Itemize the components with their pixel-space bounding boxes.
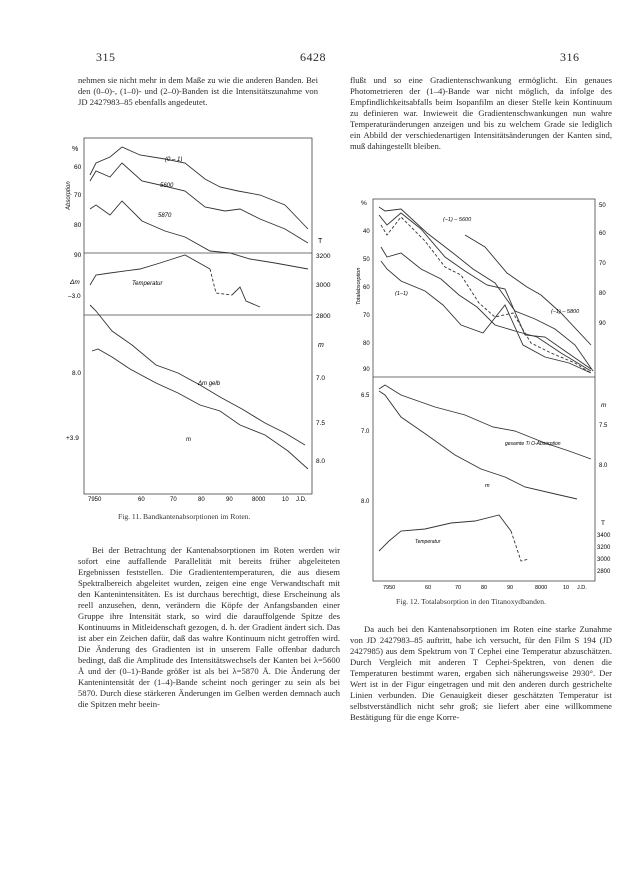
fig12-left-tick-60: 60 [363, 285, 370, 291]
fig12-right-m-8: 8.0 [599, 463, 608, 469]
fig11-x-10: 10 [282, 497, 289, 503]
fig12-curve-dashed [381, 217, 591, 373]
fig12-curve-e [465, 235, 591, 345]
fig12-left-tick-50: 50 [363, 257, 370, 263]
fig12-label-5: m [485, 483, 490, 489]
fig12-x-10: 10 [563, 585, 570, 591]
fig11-curve-5870 [90, 201, 308, 269]
fig12-curve-temp [379, 515, 511, 551]
left-bottom-paragraph: Bei der Betrachtung der Kantenabsorptionen im Roten werden wir sofort eine auffallende Parallelität mit bereits früher abgeleiteten Ergebnissen feststellen. Die Gradiententemperaturen, die aus diesem Spektralbereich abgeleitet wurden, zeigen eine enge Verwandtschaft mit den Kantenintensitäten. Es ist durchaus berechtigt, diese Erscheinung als reell anzusehen, denn, verändern die Köpfe der Anfangsbanden einer Gruppe ihre Intensität stark, so wird die darauffolgende Spitze des Kontinuums in Mitleidenschaft gezogen, d. h. der Gradient ändert sich. Das ist aber ein Zeichen dafür, daß das wahre Kontinuum nicht getroffen wird. Die Änderung des Gradienten ist in unserem Falle offenbar dadurch bedingt, daß die Amplitude des Intensitätswechsels der Kanten bei λ=5600 Å und der (0–1)-Bande größer ist als bei λ=5870 Å. Die Änderung der Kantenintensität der (1–4)-Bande scheint noch geringer zu sein als bei 5870. Durch diese stärkeren Änderungen im Gelben werden demnach auch die Spitzen mehr beein- [78, 545, 340, 709]
fig11-curve-temp-dashed [210, 269, 232, 295]
fig11-frame [84, 138, 312, 494]
fig12-x-60: 60 [425, 585, 432, 591]
fig11-curve-temp-tail [232, 287, 260, 307]
fig11-x-90: 90 [226, 497, 233, 503]
fig12-left-tick-65: 6.5 [361, 393, 370, 399]
right-column-top-text [350, 75, 612, 152]
fig11-label-temp: Temperatur [132, 281, 163, 287]
fig12-right-tick-90: 90 [599, 321, 606, 327]
fig11-curve-0-1 [90, 147, 308, 229]
fig11-left-tick-8: 8.0 [72, 370, 82, 377]
fig12-right-tick-50: 50 [599, 203, 606, 209]
fig11-curve-5600 [90, 163, 308, 243]
fig12-left-tick-90: 90 [363, 367, 370, 373]
fig11-curve-delta-m [92, 349, 308, 469]
fig11-unit-percent: % [72, 146, 79, 153]
fig11-label-delta-m: Δm gelb [198, 381, 221, 387]
fig12-right-tick-60: 60 [599, 231, 606, 237]
fig12-unit-percent: % [361, 200, 367, 207]
fig12-x-8000: 8000 [535, 585, 548, 591]
fig12-x-7950: 7950 [383, 585, 396, 591]
fig12-right-tick-70: 70 [599, 261, 606, 267]
fig11-unit-m: m [318, 342, 324, 349]
fig11-curve-m [90, 305, 305, 445]
fig12-x-jd: J.D. [577, 585, 587, 591]
fig11-right-m-7: 7.0 [316, 375, 326, 382]
fig11-x-60: 60 [138, 497, 145, 503]
fig12-x-80: 80 [481, 585, 488, 591]
fig11-right-m-75: 7.5 [316, 420, 326, 427]
figure-11-caption: Fig. 11. Bandkantenabsorptionen im Roten. [118, 512, 251, 521]
fig12-right-tick-80: 80 [599, 291, 606, 297]
fig12-left-tick-70: 70 [363, 313, 370, 319]
fig12-curve-total [379, 385, 591, 459]
fig11-label-5600: 5600 [160, 183, 174, 189]
fig11-label-0-1: (0 – 1) [165, 157, 183, 163]
fig11-right-m-8: 8.0 [316, 458, 326, 465]
fig12-label-1: (–1) – 5600 [443, 217, 472, 223]
fig11-axis-title: Absorption [66, 181, 72, 210]
left-column-bottom-text [78, 545, 340, 710]
fig12-label-2: (1–1) [395, 291, 408, 297]
right-top-paragraph: flußt und so eine Gradientenschwankung ermöglicht. Ein genaues Photometrieren der (1–4)-Bande war nicht möglich, da infolge des Empfindlichkeitsabfalls beim Isopanfilm an dieser Stelle kein Kontinuum zu definieren war. Inwieweit die Gradientenschwankungen nun wahre Temperaturänderungen anzeigen und bis zu welchem Grade sie lediglich ein Abbild der verschiedenartigen Intensitätsänderungen der Kanten sind, muß dahingestellt bleiben. [350, 75, 612, 151]
fig11-left-tick-80: 80 [74, 222, 82, 229]
fig11-delta-m-label: Δm [70, 279, 80, 286]
fig12-x-70: 70 [455, 585, 462, 591]
fig12-curve-temp-dashed [511, 531, 529, 561]
fig12-left-tick-7: 7.0 [361, 429, 370, 435]
fig12-right-T-3400: 3400 [597, 533, 611, 539]
fig12-right-T-3200: 3200 [597, 545, 611, 551]
fig11-delta-m-tick: –3.0 [68, 293, 81, 300]
fig11-x-7950: 7950 [88, 497, 102, 503]
fig12-axis-title: Totalabsorption [356, 267, 362, 305]
fig12-left-tick-8: 8.0 [361, 499, 370, 505]
fig11-right-T-3200: 3200 [316, 253, 331, 260]
left-top-paragraph: nehmen sie nicht mehr in dem Maße zu wie die anderen Banden. Bei den (0–0)-, (1–0)- und (2–0)-Banden ist die Intensitätszunahme von JD 2427983–85 ebenfalls angedeutet. [78, 75, 318, 107]
fig11-right-T-3000: 3000 [316, 282, 331, 289]
fig11-label-5870: 5870 [158, 213, 172, 219]
fig12-label-4: gesamte Ti O-Absorption [505, 441, 561, 447]
fig12-curve-a [379, 207, 593, 371]
fig11-x-jd: J.D. [296, 497, 307, 503]
center-number: 6428 [300, 50, 326, 64]
fig11-x-70: 70 [170, 497, 177, 503]
figure-11-chart [60, 135, 345, 505]
fig11-left-tick-39: +3.9 [66, 435, 79, 442]
fig12-right-T-2800: 2800 [597, 569, 611, 575]
fig12-left-tick-40: 40 [363, 229, 370, 235]
left-column-top-text [78, 75, 318, 108]
fig11-left-tick-90: 90 [74, 252, 82, 259]
fig11-x-8000: 8000 [252, 497, 266, 503]
fig12-x-90: 90 [507, 585, 514, 591]
right-column-bottom-text [350, 624, 612, 723]
fig11-left-tick-70: 70 [74, 192, 82, 199]
fig12-left-tick-80: 80 [363, 341, 370, 347]
figure-12-caption: Fig. 12. Totalabsorption in den Titanoxydbanden. [396, 597, 546, 606]
fig11-x-80: 80 [198, 497, 205, 503]
fig12-frame [373, 199, 595, 581]
left-page-number: 315 [96, 50, 116, 64]
fig12-right-T-3000: 3000 [597, 557, 611, 563]
right-bottom-paragraph: Da auch bei den Kantenabsorptionen im Roten eine starke Zunahme von JD 2427983–85 auftritt, habe ich versucht, für den Film S 194 (JD 2427985) aus dem Spektrum von T Cephei eine Temperatur abzuschätzen. Durch Vergleich mit anderen T Cephei-Spektren, von denen die Temperaturen bestimmt waren, ergaben sich näherungsweise 2930°. Der Wert ist in der Figur eingetragen und mit den anderen durch gestrichelte Linien verbunden. Die Genauigkeit dieser geschätzten Temperatur ist selbstverständlich nicht sehr groß; sie liefert aber eine willkommene Bestätigung für die enge Korre- [350, 624, 612, 722]
fig11-label-m: m [186, 437, 191, 443]
fig12-unit-T: T [601, 520, 605, 527]
figure-12-chart [355, 195, 617, 595]
fig11-unit-T: T [318, 238, 323, 245]
fig11-left-tick-60: 60 [74, 164, 82, 171]
fig12-label-6: Temperatur [415, 539, 441, 545]
right-page-number: 316 [560, 50, 580, 64]
fig12-label-3: (–1) – 5800 [551, 309, 580, 315]
fig12-unit-m: m [601, 402, 607, 409]
fig12-curve-b [379, 213, 591, 369]
fig12-right-m-75: 7.5 [599, 423, 608, 429]
fig11-right-T-2800: 2800 [316, 313, 331, 320]
